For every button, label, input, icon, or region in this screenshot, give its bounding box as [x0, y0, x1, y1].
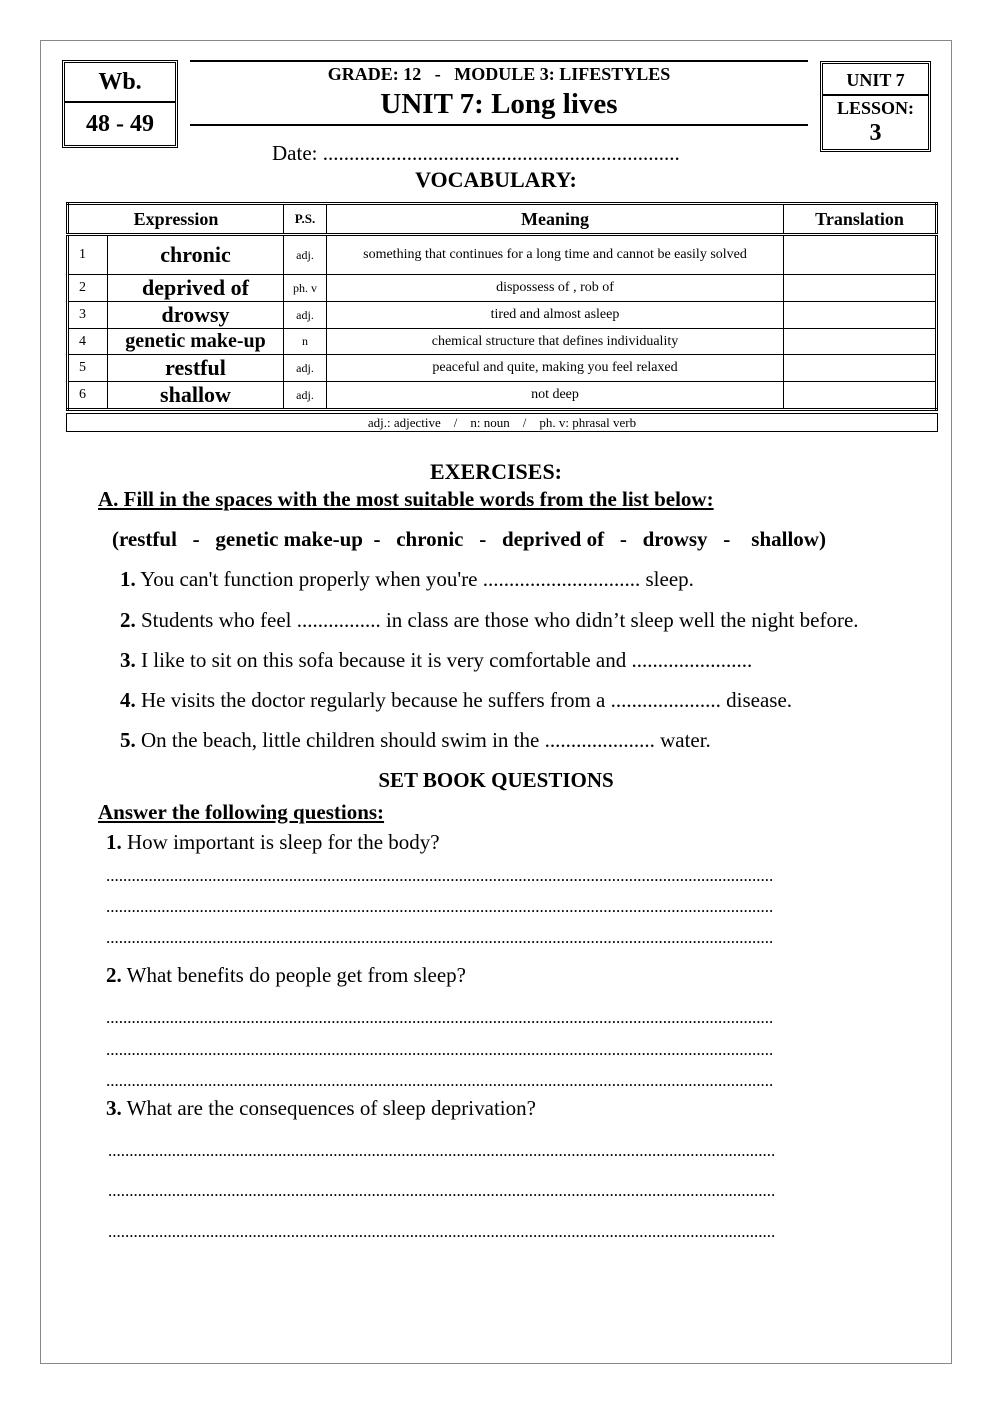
word-list: (restful - genetic make-up - chronic - deprived of - drowsy - shallow): [112, 527, 826, 551]
item-number: 5.: [120, 728, 136, 752]
vocabulary-table: [66, 202, 938, 411]
item-number: 2.: [120, 608, 136, 632]
question-text: What benefits do people get from sleep?: [121, 963, 466, 987]
row-meaning: tired and almost asleep: [327, 302, 784, 329]
row-ps: adj.: [284, 302, 327, 329]
row-ps: n: [284, 329, 327, 355]
exercise-item: [120, 648, 752, 673]
row-number: 4: [68, 329, 108, 355]
answer-line[interactable]: .............................................................................................................................................................: [106, 1040, 774, 1059]
question: [106, 1096, 536, 1121]
question-text: How important is sleep for the body?: [121, 830, 440, 854]
table-row: [68, 382, 937, 410]
answer-line[interactable]: .............................................................................................................................................................: [108, 1222, 776, 1241]
table-row: [68, 275, 937, 302]
wb-label: Wb.: [65, 63, 175, 103]
row-meaning: something that continues for a long time and cannot be easily solved: [327, 235, 784, 275]
set-book-title: SET BOOK QUESTIONS: [378, 768, 614, 792]
item-text[interactable]: On the beach, little children should swim in the ..................... water.: [135, 728, 711, 752]
answer-instruction: Answer the following questions:: [98, 800, 385, 824]
table-row: [68, 302, 937, 329]
answer-line[interactable]: .............................................................................................................................................................: [108, 1181, 776, 1200]
exercises-title: EXERCISES:: [429, 459, 563, 484]
row-translation[interactable]: [784, 275, 937, 302]
item-text[interactable]: You can't function properly when you're .............................. sleep.: [135, 567, 694, 591]
row-translation[interactable]: [784, 382, 937, 410]
row-meaning: peaceful and quite, making you feel relaxed: [327, 355, 784, 382]
row-translation[interactable]: [784, 329, 937, 355]
row-ps: ph. v: [284, 275, 327, 302]
row-expression: deprived of: [108, 275, 284, 302]
lesson-number: 3: [869, 120, 882, 146]
header-expression: Expression: [68, 204, 284, 235]
table-row: [68, 235, 937, 275]
header-meaning: Meaning: [327, 204, 784, 235]
unit-lesson-box: [820, 61, 931, 152]
question-number: 1.: [106, 830, 122, 854]
row-ps: adj.: [284, 382, 327, 410]
item-text[interactable]: I like to sit on this sofa because it is very comfortable and .......................: [135, 648, 753, 672]
answer-line[interactable]: .............................................................................................................................................................: [106, 1071, 774, 1090]
row-ps: adj.: [284, 355, 327, 382]
row-expression: restful: [108, 355, 284, 382]
header-ps: P.S.: [284, 204, 327, 235]
title-bottom-rule: [190, 124, 808, 126]
row-translation[interactable]: [784, 302, 937, 329]
row-meaning: chemical structure that defines individuality: [327, 329, 784, 355]
item-number: 4.: [120, 688, 136, 712]
title-top-rule: [190, 60, 808, 62]
grade-module: GRADE: 12 - MODULE 3: LIFESTYLES: [327, 64, 671, 84]
answer-line[interactable]: .............................................................................................................................................................: [106, 897, 774, 916]
row-number: 2: [68, 275, 108, 302]
exercise-item: [120, 567, 694, 592]
row-expression: shallow: [108, 382, 284, 410]
answer-line[interactable]: .............................................................................................................................................................: [106, 1008, 774, 1027]
item-number: 3.: [120, 648, 136, 672]
row-number: 5: [68, 355, 108, 382]
row-number: 3: [68, 302, 108, 329]
row-meaning: dispossess of , rob of: [327, 275, 784, 302]
answer-line[interactable]: .............................................................................................................................................................: [106, 928, 774, 947]
header-translation: Translation: [784, 204, 937, 235]
workbook-pages-box: [62, 60, 178, 148]
row-ps: adj.: [284, 235, 327, 275]
question: [106, 830, 440, 855]
row-meaning: not deep: [327, 382, 784, 410]
row-number: 6: [68, 382, 108, 410]
date-field[interactable]: Date: ....................................................................: [272, 141, 680, 165]
table-row: [68, 329, 937, 355]
row-expression: chronic: [108, 235, 284, 275]
row-expression: genetic make-up: [108, 329, 284, 355]
question-number: 2.: [106, 963, 122, 987]
row-number: 1: [68, 235, 108, 275]
vocabulary-title: VOCABULARY:: [415, 167, 577, 192]
answer-line[interactable]: .............................................................................................................................................................: [108, 1141, 776, 1160]
wb-pages: 48 - 49: [86, 111, 154, 137]
row-expression: drowsy: [108, 302, 284, 329]
section-a-instruction: A. Fill in the spaces with the most suitable words from the list below:: [98, 487, 714, 511]
item-number: 1.: [120, 567, 136, 591]
table-row: [68, 355, 937, 382]
answer-line[interactable]: .............................................................................................................................................................: [106, 866, 774, 885]
lesson-label: LESSON:: [836, 98, 915, 118]
question-number: 3.: [106, 1096, 122, 1120]
item-text[interactable]: Students who feel ................ in class are those who didn’t sleep well the night before.: [135, 608, 859, 632]
table-header-row: [68, 204, 937, 235]
question: [106, 963, 466, 988]
unit-title: UNIT 7: Long lives: [380, 88, 618, 120]
exercise-item: [120, 728, 711, 753]
exercise-item: [120, 608, 859, 633]
item-text[interactable]: He visits the doctor regularly because he suffers from a ..................... disease.: [135, 688, 793, 712]
exercise-item: [120, 688, 792, 713]
row-translation[interactable]: [784, 355, 937, 382]
question-text: What are the consequences of sleep deprivation?: [121, 1096, 536, 1120]
row-translation[interactable]: [784, 235, 937, 275]
abbreviation-legend: adj.: adjective / n: noun / ph. v: phrasal verb: [66, 413, 938, 432]
unit-label: UNIT 7: [823, 64, 928, 96]
